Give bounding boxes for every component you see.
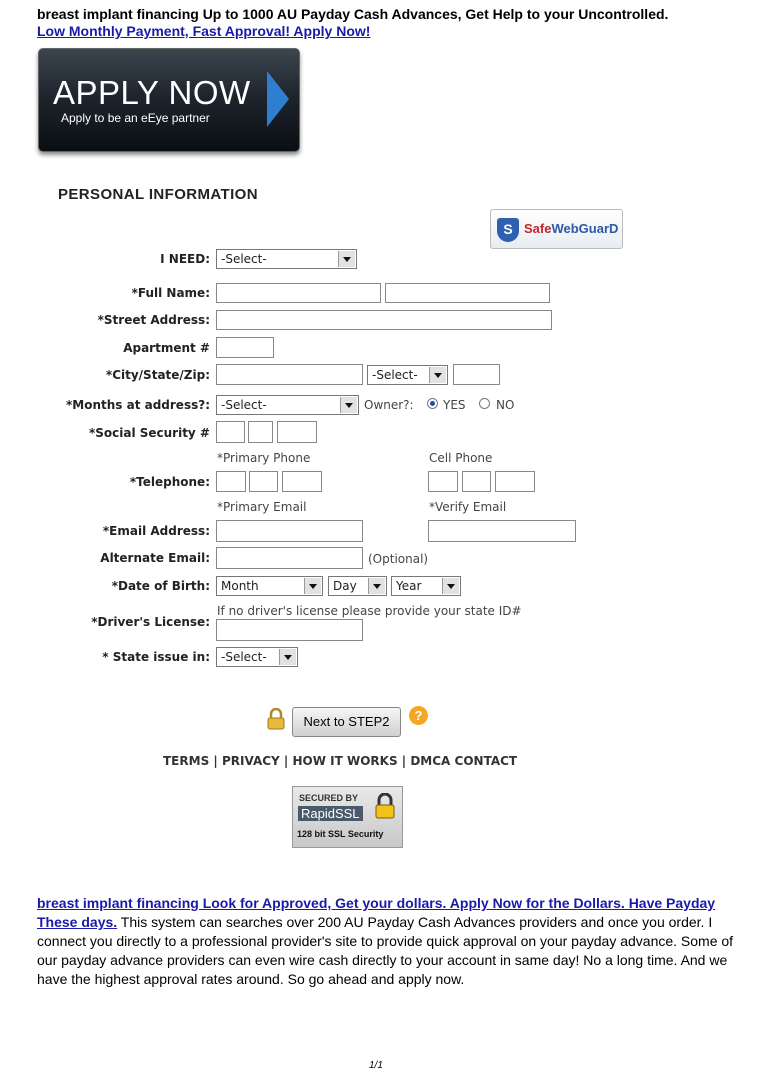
lock-icon xyxy=(265,708,287,730)
help-icon[interactable]: ? xyxy=(409,706,428,725)
i-need-label: I NEED: xyxy=(160,252,210,266)
badge-suffix: WebGuarD xyxy=(551,221,619,236)
dob-day-select[interactable] xyxy=(328,576,387,596)
body-paragraph xyxy=(37,894,737,989)
banner-subtext: Apply to be an eEye partner xyxy=(61,111,210,125)
padlock-icon xyxy=(374,793,396,819)
banner-headline: APPLY NOW xyxy=(53,74,251,111)
ssn-part2-input[interactable] xyxy=(248,421,273,443)
optional-hint: (Optional) xyxy=(368,552,429,566)
license-note: If no driver's license please provide your state ID# xyxy=(217,604,522,618)
street-address-input[interactable] xyxy=(216,310,552,330)
alt-email-input[interactable] xyxy=(216,547,363,569)
section-title: PERSONAL INFORMATION xyxy=(58,186,258,203)
owner-yes-radio[interactable] xyxy=(427,398,438,409)
street-address-label: *Street Address: xyxy=(97,313,210,327)
chevron-down-icon xyxy=(368,578,385,594)
rapidssl-badge xyxy=(292,786,403,848)
cell-prefix-input[interactable] xyxy=(462,471,491,492)
dob-day-value: Day xyxy=(333,579,357,593)
chevron-down-icon xyxy=(338,251,355,267)
owner-no-label: NO xyxy=(496,398,515,412)
chevron-down-icon xyxy=(340,397,357,413)
arrow-right-icon xyxy=(267,71,289,127)
state-select[interactable] xyxy=(367,365,448,385)
phone-area-input[interactable] xyxy=(216,471,246,492)
apply-now-banner[interactable] xyxy=(38,48,300,152)
dmca-contact-link[interactable]: DMCA CONTACT xyxy=(410,754,518,768)
first-name-input[interactable] xyxy=(216,283,381,303)
cell-phone-hint: Cell Phone xyxy=(429,451,493,465)
email-input[interactable] xyxy=(216,520,363,542)
apply-now-link[interactable]: Low Monthly Payment, Fast Approval! Apply Now! xyxy=(37,23,371,39)
badge-text xyxy=(524,221,618,236)
ssl-brand: RapidSSL xyxy=(298,806,363,821)
email-label: *Email Address: xyxy=(102,524,210,538)
next-step-button[interactable]: Next to STEP2 xyxy=(292,707,401,737)
badge-prefix: Safe xyxy=(524,221,552,236)
chevron-down-icon xyxy=(442,578,459,594)
ssl-strength: 128 bit SSL Security xyxy=(297,829,384,839)
ssn-part3-input[interactable] xyxy=(277,421,317,443)
apartment-label: Apartment # xyxy=(123,341,210,355)
license-input[interactable] xyxy=(216,619,363,641)
last-name-input[interactable] xyxy=(385,283,550,303)
zip-input[interactable] xyxy=(453,364,500,385)
ssl-secured-by: SECURED BY xyxy=(299,793,359,803)
chevron-down-icon xyxy=(429,367,446,383)
link-separator: | xyxy=(283,754,293,768)
cell-area-input[interactable] xyxy=(428,471,458,492)
i-need-select[interactable] xyxy=(216,249,357,269)
cell-line-input[interactable] xyxy=(495,471,535,492)
dob-year-value: Year xyxy=(396,579,422,593)
privacy-link[interactable]: PRIVACY xyxy=(221,754,280,768)
i-need-value: -Select- xyxy=(221,252,267,266)
page-number: 1/1 xyxy=(369,1060,383,1071)
dob-label: *Date of Birth: xyxy=(111,579,210,593)
how-it-works-link[interactable]: HOW IT WORKS xyxy=(292,754,398,768)
owner-no-radio[interactable] xyxy=(479,398,490,409)
link-separator: | xyxy=(213,754,222,768)
ssn-label: *Social Security # xyxy=(88,426,210,440)
dob-month-value: Month xyxy=(221,579,259,593)
footer-links xyxy=(163,754,517,768)
city-input[interactable] xyxy=(216,364,363,385)
state-issue-value: -Select- xyxy=(221,650,267,664)
link-separator: | xyxy=(401,754,411,768)
apartment-input[interactable] xyxy=(216,337,274,358)
body-text: This system can searches over 200 AU Payday Cash Advances providers and once you order. I connect you directly to a professional provider's site to provide quick approval on your payday advance. Some of our payday advance providers can even wire cash directly to your account in same day! No a long time. And we have the highest approval rates around. So go ahead and apply now. xyxy=(37,914,734,987)
months-value: -Select- xyxy=(221,398,267,412)
body-link[interactable]: breast implant financing Look for Approved, Get your dollars. Apply Now for the Dollars. Have Payday These days. xyxy=(37,895,716,930)
owner-label: Owner?: xyxy=(364,398,414,412)
state-issue-label: * State issue in: xyxy=(102,650,210,664)
state-value: -Select- xyxy=(372,368,418,382)
shield-icon: S xyxy=(497,218,519,242)
owner-yes-label: YES xyxy=(443,398,466,412)
alt-email-label: Alternate Email: xyxy=(100,551,210,565)
dob-year-select[interactable] xyxy=(391,576,461,596)
phone-prefix-input[interactable] xyxy=(249,471,278,492)
safewebguard-badge xyxy=(490,209,623,249)
primary-email-hint: *Primary Email xyxy=(217,500,307,514)
full-name-label: *Full Name: xyxy=(131,286,210,300)
telephone-label: *Telephone: xyxy=(129,475,210,489)
license-label: *Driver's License: xyxy=(91,615,210,629)
phone-line-input[interactable] xyxy=(282,471,322,492)
verify-email-hint: *Verify Email xyxy=(429,500,507,514)
months-label: *Months at address?: xyxy=(66,398,210,412)
ssn-part1-input[interactable] xyxy=(216,421,245,443)
city-state-zip-label: *City/State/Zip: xyxy=(105,368,210,382)
verify-email-input[interactable] xyxy=(428,520,576,542)
primary-phone-hint: *Primary Phone xyxy=(217,451,311,465)
chevron-down-icon xyxy=(279,649,296,665)
chevron-down-icon xyxy=(304,578,321,594)
state-issue-select[interactable] xyxy=(216,647,298,667)
document-title: breast implant financing Up to 1000 AU Payday Cash Advances, Get Help to your Uncontrolled. xyxy=(37,6,669,22)
months-select[interactable] xyxy=(216,395,359,415)
terms-link[interactable]: TERMS xyxy=(163,754,210,768)
dob-month-select[interactable] xyxy=(216,576,323,596)
